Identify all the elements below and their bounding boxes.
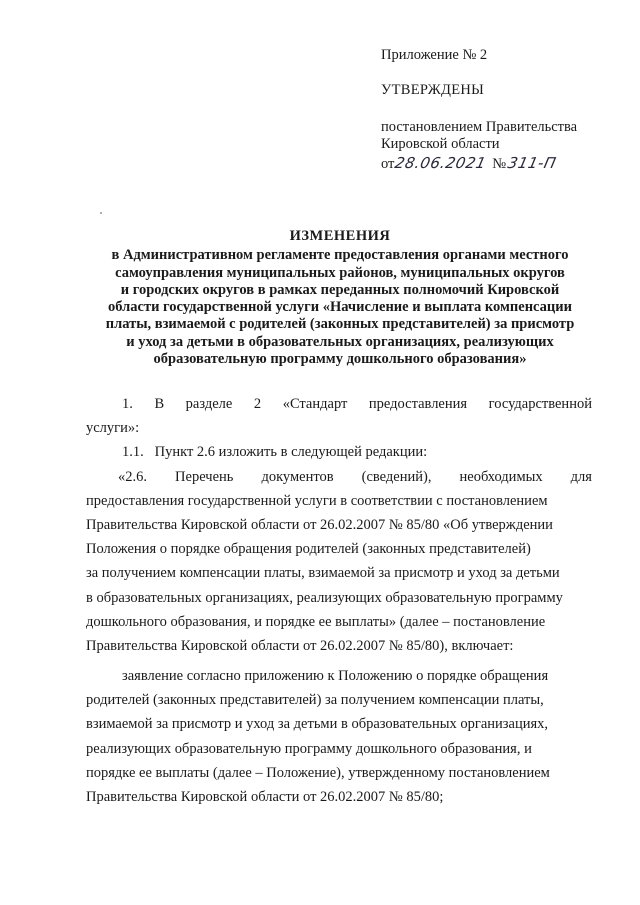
subtitle-line: платы, взимаемой с родителей (законных представителей) за присмотр [105, 316, 575, 333]
word: предоставления [368, 396, 468, 412]
number-sign: № [492, 156, 507, 172]
paragraph-3-line-1 [118, 465, 592, 489]
paragraph-4-line: реализующих образовательную программу дошкольного образования, и [86, 740, 532, 757]
subtitle-line: и городских округов в рамках переданных полномочий Кировской [120, 281, 560, 298]
paragraph-3-line: дошкольного образования, и порядке ее выплаты» (далее – постановление [86, 613, 546, 630]
subtitle-line: образовательную программу дошкольного образования» [153, 351, 527, 368]
paragraph-4-line: взимаемой за присмотр и уход за детьми в образовательных организациях, [86, 716, 549, 733]
document-title: ИЗМЕНЕНИЯ [289, 228, 391, 244]
word: «2.6. [118, 468, 147, 485]
handwritten-number: 311-П [506, 154, 558, 172]
word: для [570, 468, 592, 485]
decree-line-2: Кировской области [381, 136, 500, 152]
approval-block [381, 47, 611, 173]
subtitle-line: и уход за детьми в образовательных организациях, реализующих [126, 333, 554, 350]
decree-line-1: постановлением Правительства [381, 119, 578, 135]
word: разделе [185, 396, 233, 412]
paragraph-3-line: в образовательных организациях, реализующих образовательную программу [86, 589, 563, 606]
from-label: от [381, 156, 395, 172]
word: Перечень [175, 468, 234, 485]
paragraph-1-line-2: услуги»: [86, 420, 140, 437]
word: 1. [122, 396, 133, 412]
paragraph-1-line-1 [102, 392, 592, 416]
paragraph-3-line: Правительства Кировской области от 26.02.2007 № 85/80 «Об утверждении [86, 516, 553, 533]
document-body [86, 392, 592, 809]
decree-date-line [381, 155, 611, 173]
word: В [154, 396, 165, 412]
annex-number: Приложение № 2 [381, 47, 488, 63]
approved-label: УТВЕРЖДЕНЫ [381, 82, 485, 98]
handwritten-date: 28.06.2021 [393, 154, 489, 172]
scan-speck [100, 212, 102, 214]
paragraph-4-line: Правительства Кировской области от 26.02.2007 № 85/80; [86, 789, 444, 805]
paragraph-4-line: родителей (законных представителей) за получением компенсации платы, [86, 692, 544, 709]
word: государственной [488, 396, 592, 412]
subtitle-line: области государственной услуги «Начисление и выплата компенсации [108, 299, 572, 316]
subtitle-line: в Административном регламенте предоставления органами местного [111, 247, 569, 264]
title-block [100, 228, 580, 368]
paragraph-4-line: порядке ее выплаты (далее – Положение), утвержденному постановлением [86, 764, 550, 781]
word: (сведений), [361, 468, 432, 485]
paragraph-3-line: Положения о порядке обращения родителей (законных представителей) [86, 541, 531, 558]
paragraph-3-line: за получением компенсации платы, взимаемой за присмотр и уход за детьми [86, 565, 560, 582]
paragraph-2: 1.1. Пункт 2.6 изложить в следующей редакции: [122, 444, 428, 461]
subtitle-line: самоуправления муниципальных районов, муниципальных округов [115, 264, 565, 281]
word: «Стандарт [282, 396, 348, 412]
word: документов [261, 468, 334, 485]
word: необходимых [459, 468, 543, 485]
paragraph-4-line-1: заявление согласно приложению к Положению о порядке обращения [122, 668, 549, 685]
word: 2 [253, 396, 262, 412]
paragraph-3-line: предоставления государственной услуги в соответствии с постановлением [86, 492, 548, 509]
paragraph-3-line: Правительства Кировской области от 26.02.2007 № 85/80), включает: [86, 637, 514, 654]
